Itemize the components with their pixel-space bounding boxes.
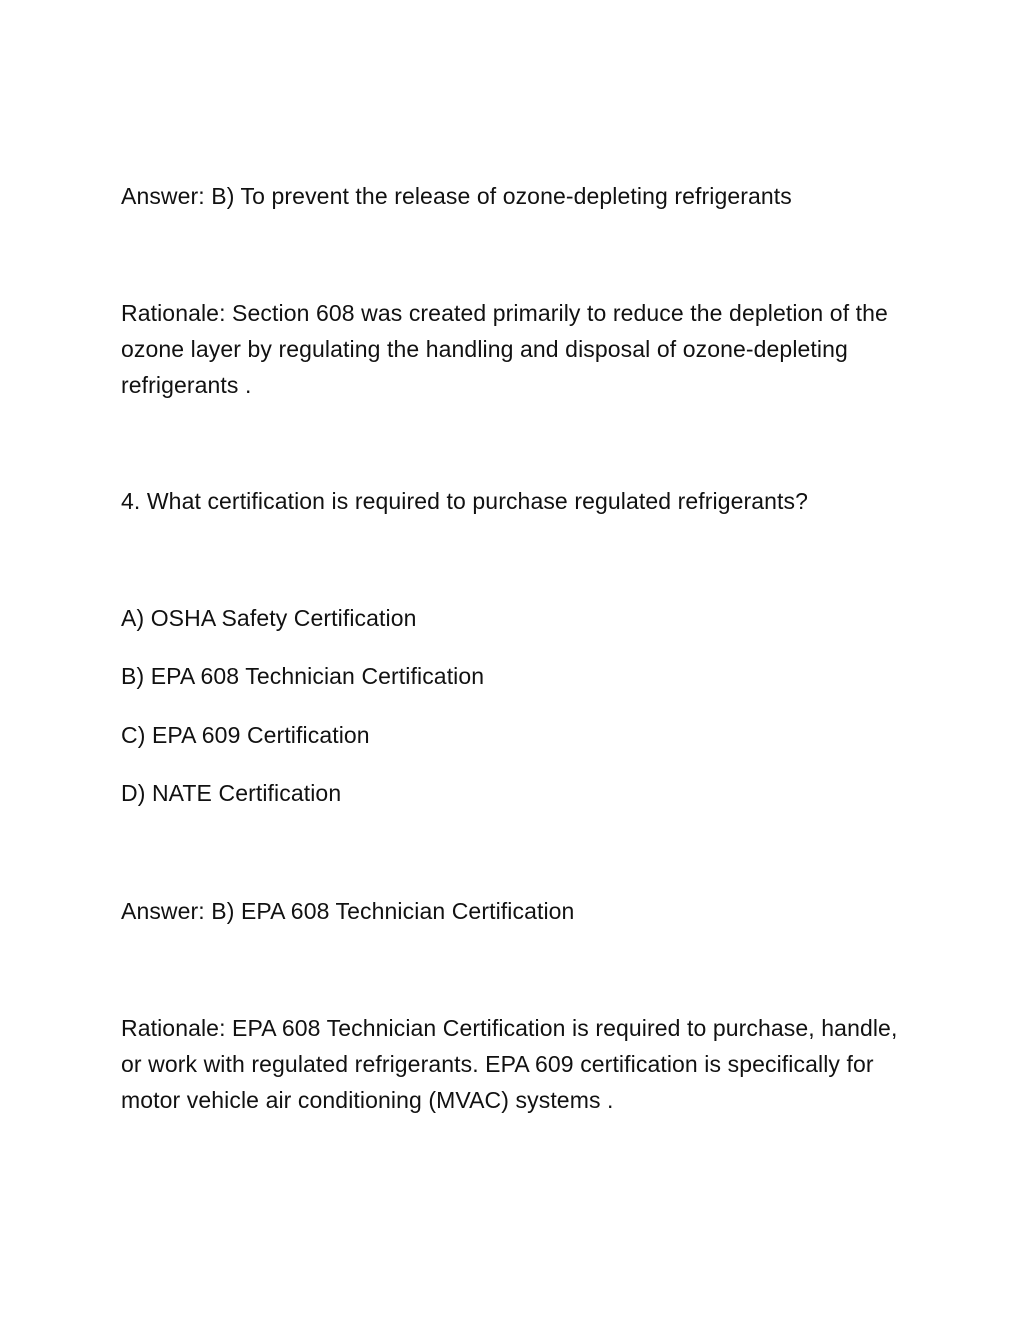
option-c: C) EPA 609 Certification — [121, 722, 370, 748]
rationale-question-4: Rationale: EPA 608 Technician Certification is required to purchase, handle, or work with regulated refrigerants. EPA 609 certification is specifically for motor vehicle air conditioning (MVAC) systems . — [121, 1015, 898, 1113]
option-a: A) OSHA Safety Certification — [121, 605, 417, 631]
answer-question-3: Answer: B) To prevent the release of ozone-depleting refrigerants — [121, 183, 792, 209]
option-d: D) NATE Certification — [121, 780, 342, 806]
rationale-question-3: Rationale: Section 608 was created primarily to reduce the depletion of the ozone layer by regulating the handling and disposal of ozone-depleting refrigerants . — [121, 300, 888, 398]
option-b: B) EPA 608 Technician Certification — [121, 663, 485, 689]
answer-question-4: Answer: B) EPA 608 Technician Certification — [121, 898, 575, 924]
question-4: 4. What certification is required to purchase regulated refrigerants? — [121, 488, 809, 514]
